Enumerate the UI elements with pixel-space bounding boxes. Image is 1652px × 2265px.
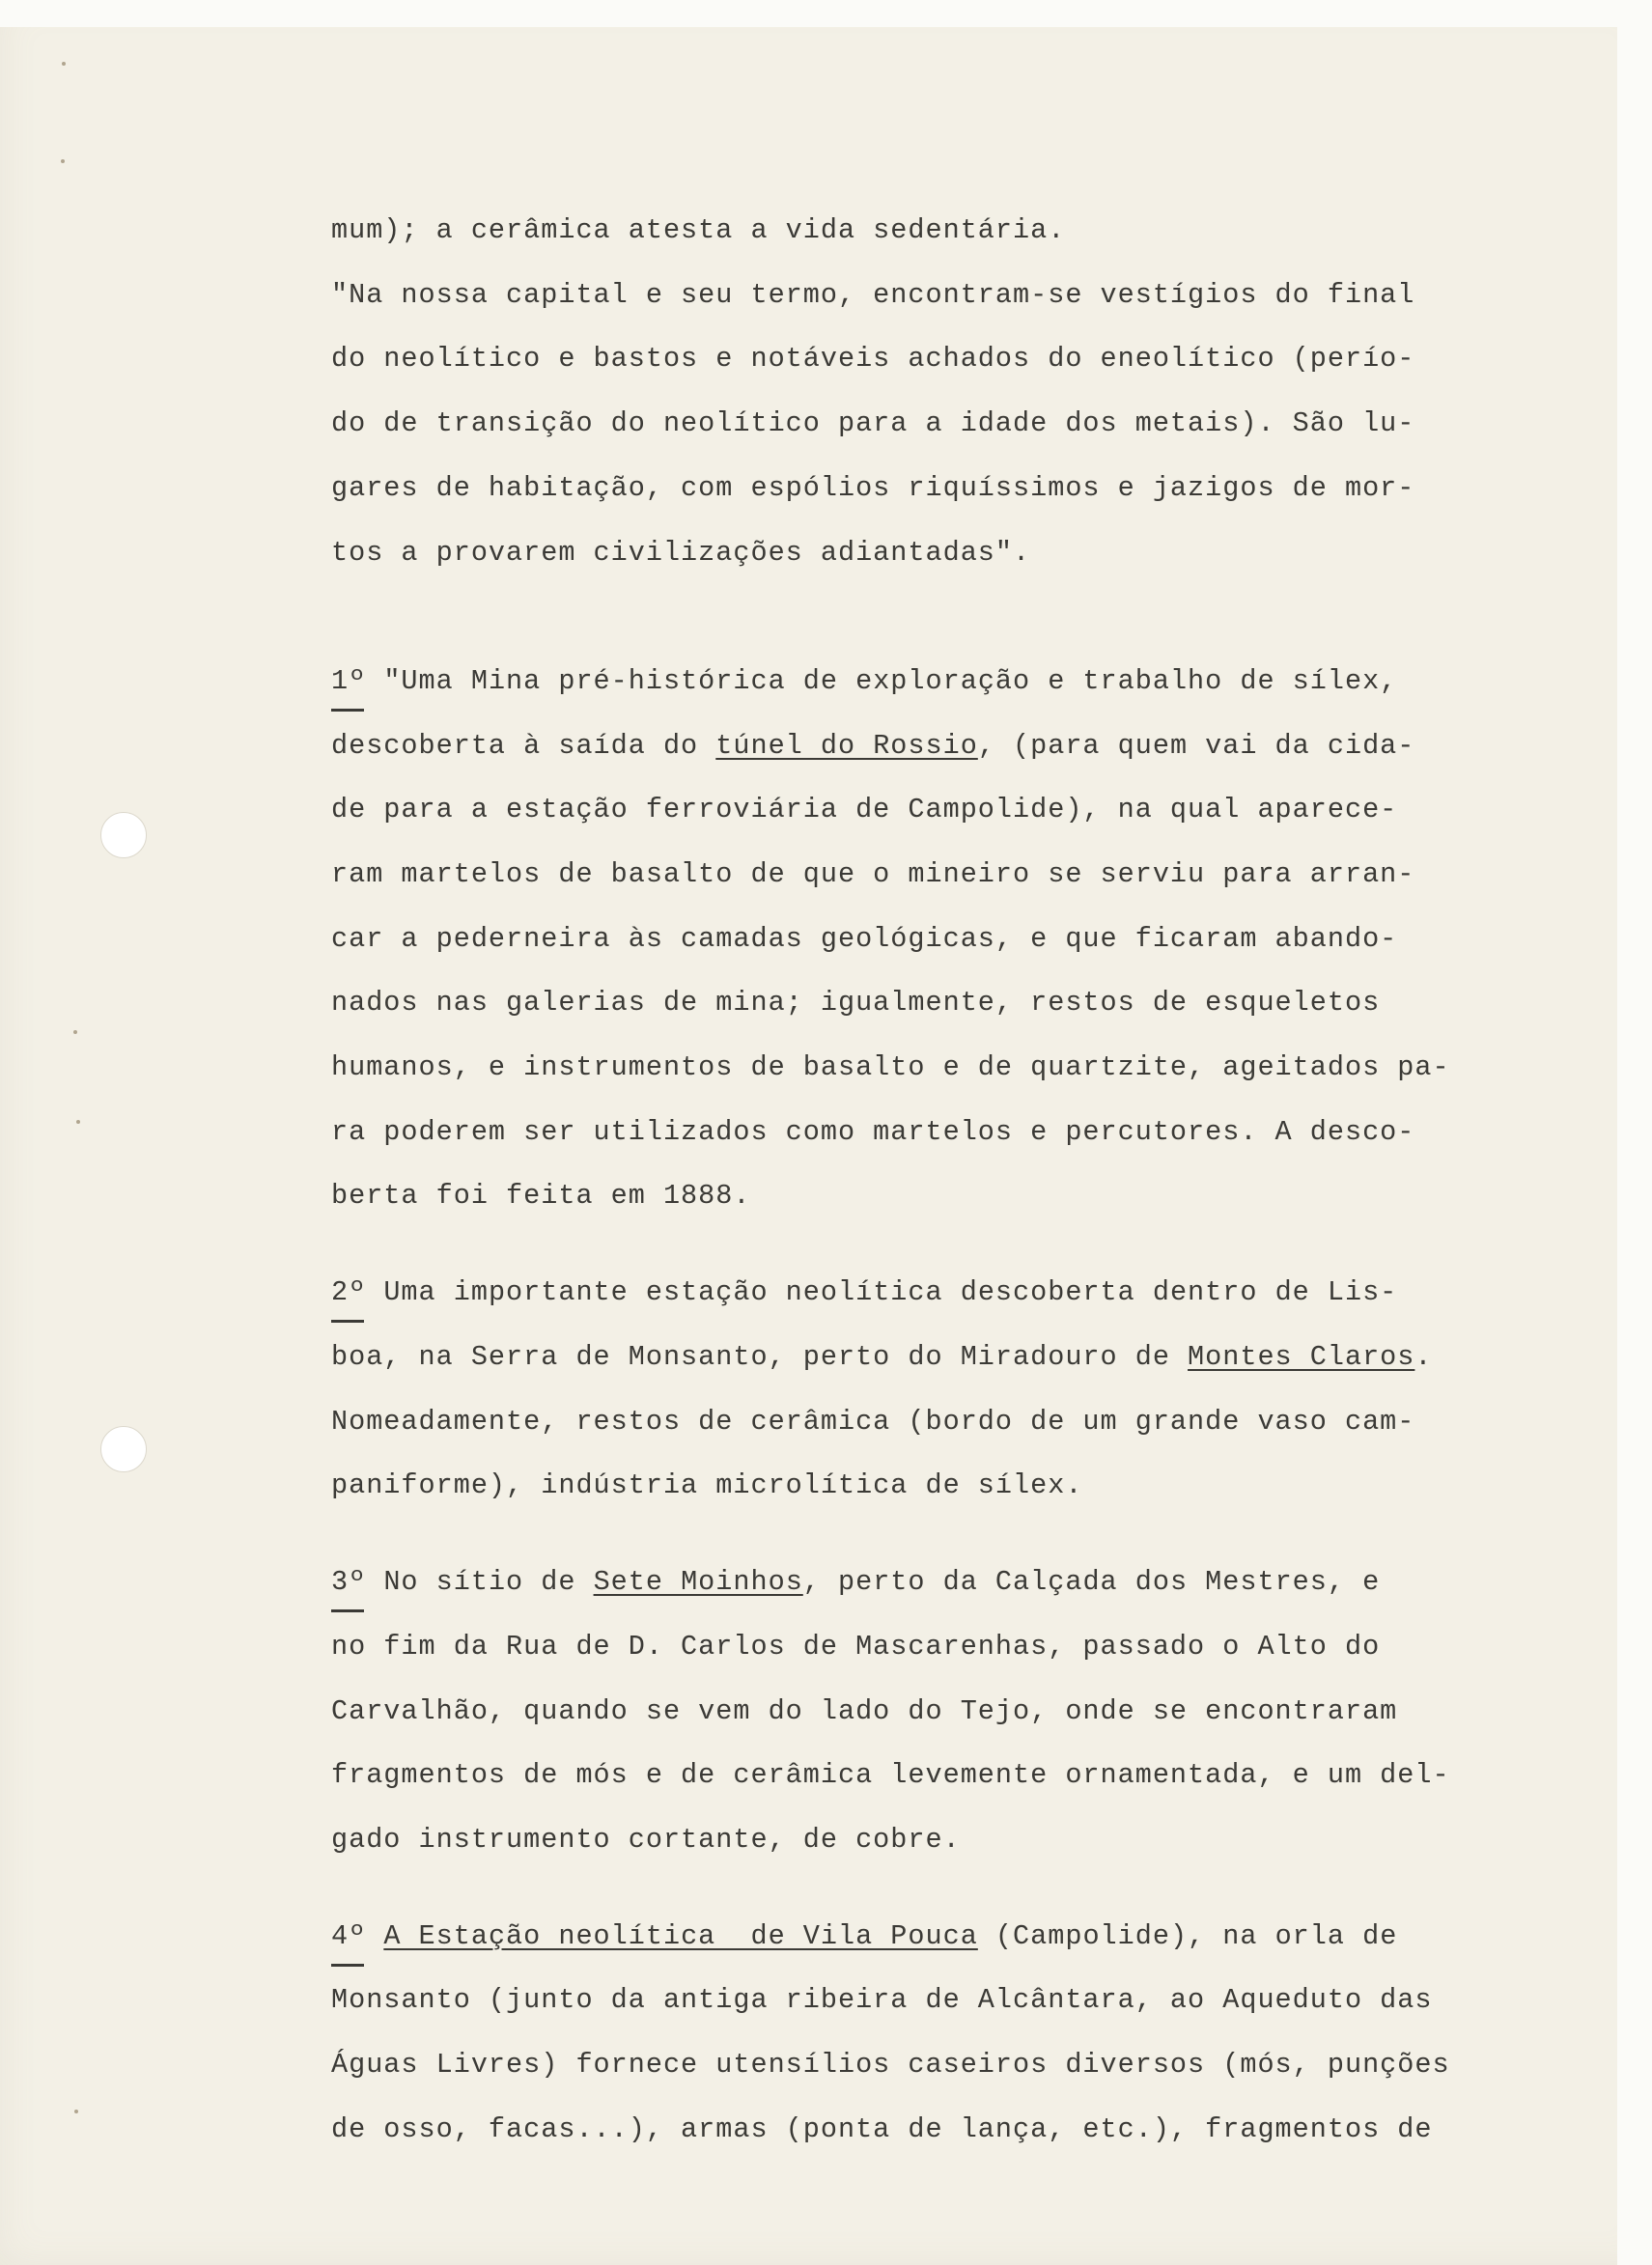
text-line: mum); a cerâmica atesta a vida sedentária.	[331, 214, 1066, 246]
text-line: Monsanto (junto da antiga ribeira de Alcântara, ao Aqueduto das	[331, 1984, 1433, 2016]
text-line	[331, 1276, 1397, 1309]
text-line: do neolítico e bastos e notáveis achados do eneolítico (perío-	[331, 343, 1415, 375]
item-number: 1º	[331, 665, 367, 697]
line-text: , perto da Calçada dos Mestres, e	[802, 1566, 1381, 1598]
line-text: Uma importante estação neolítica descoberta dentro de Lis-	[366, 1276, 1398, 1308]
line-text: "Uma Mina pré-histórica de exploração e trabalho de sílex,	[366, 665, 1398, 697]
text-line: fragmentos de mós e de cerâmica levemente ornamentada, e um del-	[331, 1759, 1450, 1791]
text-line	[331, 730, 1414, 763]
line-text: .	[1414, 1341, 1433, 1373]
line-text: boa, na Serra de Monsanto, perto do Miradouro de	[331, 1341, 1189, 1373]
text-line: paniforme), indústria microlítica de sílex.	[331, 1469, 1083, 1501]
text-line: do de transição do neolítico para a idade dos metais). São lu-	[331, 407, 1415, 439]
text-line: de osso, facas...), armas (ponta de lança, etc.), fragmentos de	[331, 2113, 1433, 2145]
text-line: berta foi feita em 1888.	[331, 1180, 751, 1212]
text-line: gares de habitação, com espólios riquíssimos e jazigos de mor-	[331, 472, 1415, 504]
punch-hole	[100, 812, 147, 858]
text-line: ra poderem ser utilizados como martelos e percutores. A desco-	[331, 1116, 1415, 1148]
text-line: no fim da Rua de D. Carlos de Mascarenhas, passado o Alto do	[331, 1631, 1381, 1663]
text-line: gado instrumento cortante, de cobre.	[331, 1824, 961, 1856]
item-number: 2º	[331, 1276, 367, 1308]
text-line: de para a estação ferroviária de Campolide), na qual aparece-	[331, 794, 1398, 825]
paper-speck	[76, 1120, 80, 1124]
line-text: , (para quem vai da cida-	[977, 730, 1415, 762]
text-line	[331, 1920, 1397, 1953]
punch-hole	[100, 1426, 147, 1472]
text-line: Nomeadamente, restos de cerâmica (bordo de um grande vaso cam-	[331, 1406, 1415, 1438]
paper-speck	[73, 1030, 77, 1034]
paper-speck	[61, 159, 65, 163]
scan-border-top	[0, 0, 1652, 27]
item-number: 4º	[331, 1920, 367, 1952]
text-line: "Na nossa capital e seu termo, encontram-se vestígios do final	[331, 279, 1415, 311]
text-line: tos a provarem civilizações adiantadas".	[331, 537, 1031, 569]
line-text: (Campolide), na orla de	[977, 1920, 1398, 1952]
underlined-place-name: Sete Moinhos	[593, 1566, 803, 1598]
underlined-place-name: Montes Claros	[1188, 1341, 1415, 1373]
text-line: Águas Livres) fornece utensílios caseiros diversos (mós, punções	[331, 2049, 1450, 2081]
line-text	[366, 1920, 383, 1952]
paper-speck	[62, 62, 66, 66]
underlined-place-name: túnel do Rossio	[715, 730, 978, 762]
underlined-place-name: A Estação neolítica de Vila Pouca	[383, 1920, 978, 1952]
scan-border-right	[1617, 0, 1652, 2265]
text-line: Carvalhão, quando se vem do lado do Tejo, onde se encontraram	[331, 1695, 1398, 1727]
line-text: No sítio de	[366, 1566, 594, 1598]
text-line: ram martelos de basalto de que o mineiro se serviu para arran-	[331, 858, 1415, 890]
line-text: descoberta à saída do	[331, 730, 716, 762]
text-line	[331, 1341, 1433, 1374]
text-line	[331, 1566, 1380, 1599]
text-line: humanos, e instrumentos de basalto e de quartzite, ageitados pa-	[331, 1051, 1450, 1083]
text-line: nados nas galerias de mina; igualmente, restos de esqueletos	[331, 987, 1381, 1019]
item-number: 3º	[331, 1566, 367, 1598]
text-line: car a pederneira às camadas geológicas, e que ficaram abando-	[331, 923, 1398, 955]
text-line	[331, 665, 1397, 698]
paper-speck	[74, 2110, 78, 2113]
